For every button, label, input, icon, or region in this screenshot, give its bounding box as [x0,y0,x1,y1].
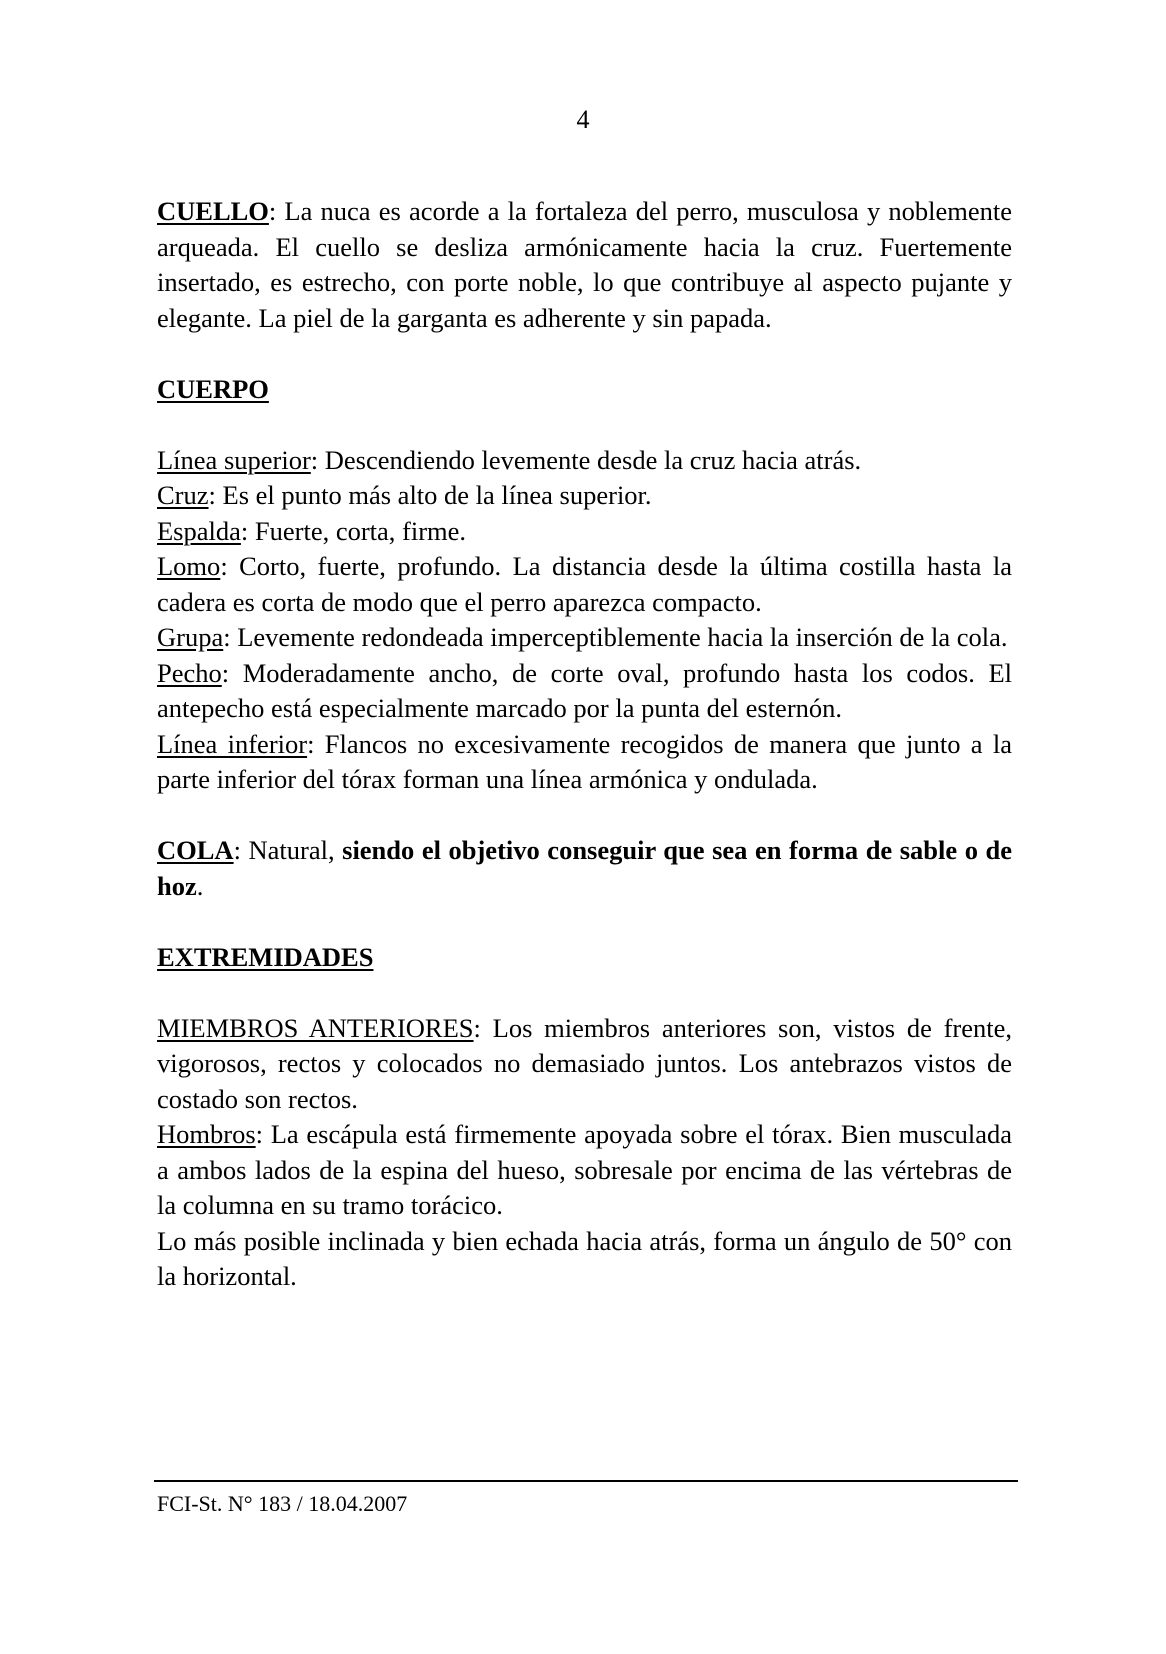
extremidades-item-text: : Los miembros anteriores son, vistos de frente, vigorosos, rectos y colocados no demasiado juntos. Los antebrazos vistos de costado son rectos. [157,1012,1012,1114]
cuerpo-item-label: Línea inferior [157,728,308,759]
footer-reference: FCI-St. N° 183 / 18.04.2007 [157,1491,408,1516]
cuerpo-item-label: Espalda [157,515,241,546]
cuerpo-item-text: : Fuerte, corta, firme. [240,515,467,546]
section-extremidades-heading [157,940,1012,976]
extremidades-item-text: : La escápula está firmemente apoyada sobre el tórax. Bien musculada a ambos lados de la espina del hueso, sobresale por encima de las vértebras de la columna en su tramo torácico. [157,1119,1012,1220]
cuerpo-item [157,656,1012,727]
cola-text: : Natural, [233,835,343,865]
cuello-text: : La nuca es acorde a la fortaleza del perro, musculosa y noblemente arqueada. El cuello se desliza armónicamente hacia la cruz. Fuertemente insertado, es estrecho, con porte noble, lo que contribuye al aspecto pujante y elegante. La piel de la garganta es adherente y sin papada. [157,196,1012,333]
cuerpo-item [157,478,1012,514]
extremidades-item-label: Hombros [157,1119,256,1149]
cuerpo-item-text: : Es el punto más alto de la línea superior. [208,480,652,510]
extremidades-item [157,1011,1012,1118]
cuerpo-item [157,514,1012,550]
cuerpo-item-text: : Moderadamente ancho, de corte oval, profundo hasta los codos. El antepecho está especialmente marcado por la punta del esternón. [157,657,1012,723]
cuerpo-item-label: Cruz [157,480,209,510]
cuerpo-item-label: Pecho [157,657,222,688]
cuerpo-heading: CUERPO [157,373,269,404]
cola-text-end: . [196,870,204,901]
cuerpo-item-text: : Descendiendo levemente desde la cruz hacia atrás. [310,444,862,475]
section-cola [157,833,1012,904]
cuerpo-item [157,727,1012,798]
section-cuerpo-heading [157,372,1012,408]
document-body [157,194,1012,1295]
cola-text-bold: siendo el objetivo conseguir que sea en forma de sable o de hoz [157,835,1012,901]
cuerpo-item-label: Lomo [157,551,221,581]
extremidades-item [157,1117,1012,1224]
cuerpo-item-label: Grupa [157,622,224,652]
cuerpo-item [157,549,1012,620]
cola-heading: COLA [157,835,234,865]
cuello-heading: CUELLO [157,196,269,226]
section-cuello [157,194,1012,336]
cuerpo-item-text: : Levemente redondeada imperceptiblemente hacia la inserción de la cola. [223,622,1008,652]
extremidades-item-label: MIEMBROS ANTERIORES [157,1012,474,1043]
page-number: 4 [576,105,590,134]
extremidades-heading: EXTREMIDADES [157,941,374,972]
cuerpo-item-text: : Flancos no excesivamente recogidos de manera que junto a la parte inferior del tórax forman una línea armónica y ondulada. [157,728,1012,794]
cuerpo-item-label: Línea superior [157,444,311,475]
cuerpo-item [157,443,1012,479]
cuerpo-item-text: : Corto, fuerte, profundo. La distancia desde la última costilla hasta la cadera es corta de modo que el perro aparezca compacto. [157,551,1012,617]
footer-divider [154,1480,1018,1482]
cuerpo-item [157,620,1012,656]
extremidades-extra: Lo más posible inclinada y bien echada hacia atrás, forma un ángulo de 50° con la horizontal. [157,1225,1012,1291]
